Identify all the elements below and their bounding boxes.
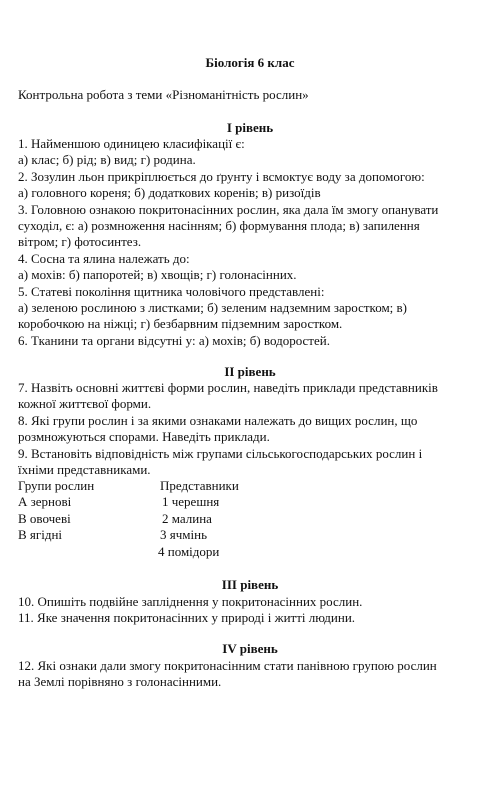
question-line: 11. Яке значення покритонасінних у природі і житті людини. [18,610,356,626]
question-line: їхніми представниками. [18,462,151,478]
question-line: кожної життєвої форми. [18,396,152,412]
page-title: Біологія 6 клас [205,55,295,70]
question-line: 9. Встановіть відповідність між групами сільськогосподарських рослин і [18,445,423,461]
matching-table-row [18,494,318,510]
matching-table-header [18,478,318,494]
question-line: 7. Назвіть основні життєві форми рослин, наведіть приклади представників [18,380,438,395]
header-plant-groups: Групи рослин [18,478,95,493]
representative: 1 черешня [162,494,220,510]
question-line: 6. Тканини та органи відсутні у: а) мохів; б) водоростей. [18,332,330,348]
plant-group: В овочеві [18,510,71,526]
question-line: 5. Статеві покоління щитника чоловічого представлені: [18,283,325,299]
level-3-heading: III рівень [221,577,279,592]
header-representatives: Представники [160,478,239,493]
level-4-questions [18,658,488,691]
matching-table [18,478,318,560]
question-line: а) мохів: б) папоротей; в) хвощів; г) голонасінних. [18,267,297,283]
page-subtitle: Контрольна робота з теми «Різноманітність рослин» [18,87,309,102]
question-line: суходіл, є: а) розмноження насінням; б) формування плода; в) запилення [18,218,420,234]
level-3-questions [18,594,488,627]
question-line: 4. Сосна та ялина належать до: [18,250,190,266]
question-line: 2. Зозулин льон прикріплюється до ґрунту і всмоктує воду за допомогою: [18,168,425,184]
representative: 3 ячмінь [160,527,207,543]
matching-table-row [18,527,318,543]
level-1-questions [18,136,488,349]
level-1-heading: I рівень [226,120,274,135]
level-2-questions [18,380,488,478]
question-line: 1. Найменшою одиницею класифікації є: [18,136,245,151]
matching-table-row [18,511,318,527]
question-line: 10. Опишіть подвійне запліднення у покритонасінних рослин. [18,594,363,609]
question-line: 12. Які ознаки дали змогу покритонасінним стати панівною групою рослин [18,658,437,673]
plant-group: А зернові [18,494,72,510]
question-line: а) клас; б) рід; в) вид; г) родина. [18,152,196,168]
matching-table-row [18,544,318,560]
question-line: на Землі порівняно з голонасінними. [18,674,222,690]
plant-group: В ягідні [18,527,63,543]
representative: 4 помідори [158,543,220,559]
question-line: розмножуються спорами. Наведіть приклади. [18,429,270,445]
level-4-heading: IV рівень [222,641,278,656]
question-line: а) зеленою рослиною з листками; б) зеленим надземним заростком; в) [18,300,408,316]
question-line: 8. Які групи рослин і за якими ознаками належать до вищих рослин, що [18,412,418,428]
question-line: вітром; г) фотосинтез. [18,234,142,250]
representative: 2 малина [162,510,212,526]
level-2-heading: II рівень [224,364,276,379]
question-line: коробочкою на ніжці; г) безбарвним підземним заростком. [18,316,343,332]
question-line: а) головного кореня; б) додаткових коренів; в) ризоїдів [18,185,321,201]
question-line: 3. Головною ознакою покритонасінних рослин, яка дала їм змогу опанувати [18,201,439,217]
